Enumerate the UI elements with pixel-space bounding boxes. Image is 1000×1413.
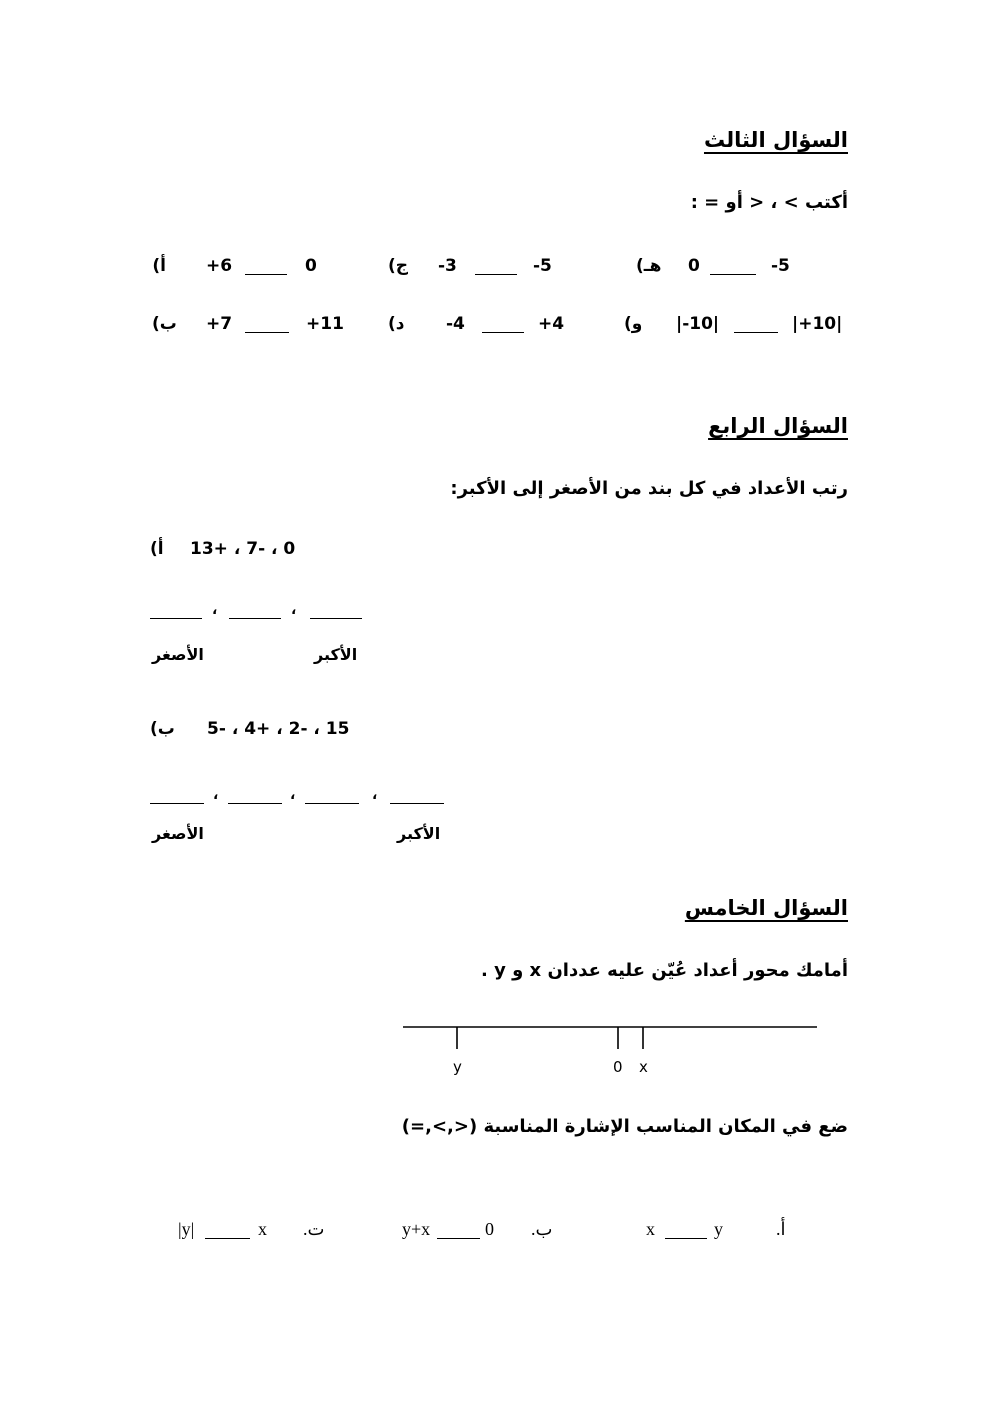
item-left-value: |-10| bbox=[676, 314, 720, 334]
q5-item-a-left: x bbox=[646, 1219, 655, 1239]
q3-row1-item-e bbox=[636, 256, 836, 278]
q3-row1-item-c bbox=[388, 256, 588, 278]
item-left-value: +6 bbox=[206, 256, 233, 276]
q4-part-a-numbers: 0 ، -7 ، +13 bbox=[190, 539, 296, 559]
q4-a-blank-3[interactable] bbox=[310, 604, 362, 619]
q3-row2-item-f bbox=[624, 314, 848, 336]
q4-a-blank-1[interactable] bbox=[150, 604, 202, 619]
q5-item-t-blank[interactable] bbox=[205, 1224, 250, 1239]
answer-blank[interactable] bbox=[245, 318, 289, 333]
q4-b-smallest-label: الأصغر bbox=[152, 824, 204, 843]
item-letter: د) bbox=[388, 314, 405, 334]
q5-item-t-right: |y| bbox=[178, 1219, 195, 1239]
q3-row2-item-b bbox=[148, 314, 348, 336]
item-right-value: |+10| bbox=[792, 314, 843, 334]
q5-instruction: أمامك محور أعداد عُيّن عليه عددان x و y . bbox=[480, 960, 848, 981]
answer-blank[interactable] bbox=[245, 260, 287, 275]
q3-instruction: أكتب > ، < أو = : bbox=[690, 192, 848, 213]
q4-part-b-numbers: 15 ، -2 ، +4 ، -5 bbox=[207, 719, 350, 739]
q5-item-a-blank[interactable] bbox=[665, 1224, 707, 1239]
answer-blank[interactable] bbox=[482, 318, 524, 333]
q5-item-b-blank[interactable] bbox=[437, 1224, 480, 1239]
q4-a-smallest-label: الأصغر bbox=[152, 645, 204, 664]
q4-instruction: رتب الأعداد في كل بند من الأصغر إلى الأكبر: bbox=[450, 478, 848, 499]
q4-b-blank-4[interactable] bbox=[390, 789, 444, 804]
q4-part-b-letter: ب) bbox=[150, 719, 175, 739]
item-right-value: -5 bbox=[533, 256, 552, 276]
item-letter: و) bbox=[624, 314, 643, 334]
axis-label-y: y bbox=[453, 1058, 462, 1076]
number-line bbox=[400, 1020, 820, 1082]
q4-b-largest-label: الأكبر bbox=[397, 824, 441, 843]
q5-instruction-2: ضع في المكان المناسب الإشارة المناسبة (<,>,=) bbox=[401, 1116, 848, 1137]
q3-heading: السؤال الثالث bbox=[703, 128, 848, 152]
answer-blank[interactable] bbox=[710, 260, 756, 275]
separator: ، bbox=[290, 787, 296, 803]
item-left-value: -3 bbox=[438, 256, 457, 276]
q4-a-blank-2[interactable] bbox=[229, 604, 281, 619]
q5-item-b-left: y+x bbox=[402, 1219, 431, 1239]
q5-item-t-letter: ت. bbox=[303, 1219, 325, 1239]
item-left-value: -4 bbox=[446, 314, 465, 334]
q5-item-a-right: y bbox=[714, 1219, 723, 1239]
q4-b-blank-1[interactable] bbox=[150, 789, 204, 804]
item-right-value: +11 bbox=[306, 314, 344, 334]
q4-heading: السؤال الرابع bbox=[708, 414, 848, 438]
q3-row1-item-a bbox=[148, 256, 348, 278]
item-left-value: 0 bbox=[688, 256, 700, 276]
item-letter: أ) bbox=[152, 256, 166, 276]
item-letter: هـ) bbox=[636, 256, 662, 276]
item-right-value: -5 bbox=[771, 256, 790, 276]
answer-blank[interactable] bbox=[734, 318, 778, 333]
q4-b-blank-3[interactable] bbox=[305, 789, 359, 804]
separator: ، bbox=[372, 787, 378, 803]
q5-heading: السؤال الخامس bbox=[684, 896, 848, 920]
q4-a-largest-label: الأكبر bbox=[314, 645, 358, 664]
item-right-value: +4 bbox=[538, 314, 565, 334]
axis-label-x: x bbox=[639, 1058, 648, 1076]
item-letter: ج) bbox=[388, 256, 409, 276]
q5-item-b-right: 0 bbox=[485, 1219, 494, 1239]
axis-label-zero: 0 bbox=[613, 1058, 623, 1076]
separator: ، bbox=[213, 787, 219, 803]
answer-blank[interactable] bbox=[475, 260, 517, 275]
item-left-value: +7 bbox=[206, 314, 233, 334]
item-letter: ب) bbox=[152, 314, 177, 334]
q5-item-a-letter: أ. bbox=[776, 1219, 786, 1239]
q5-item-t-left: x bbox=[258, 1219, 267, 1239]
q4-part-a-letter: أ) bbox=[150, 539, 164, 559]
separator: ، bbox=[212, 602, 218, 618]
separator: ، bbox=[291, 602, 297, 618]
q4-b-blank-2[interactable] bbox=[228, 789, 282, 804]
item-right-value: 0 bbox=[305, 256, 317, 276]
q3-row2-item-d bbox=[388, 314, 588, 336]
q5-item-b-letter: ب. bbox=[531, 1219, 553, 1239]
